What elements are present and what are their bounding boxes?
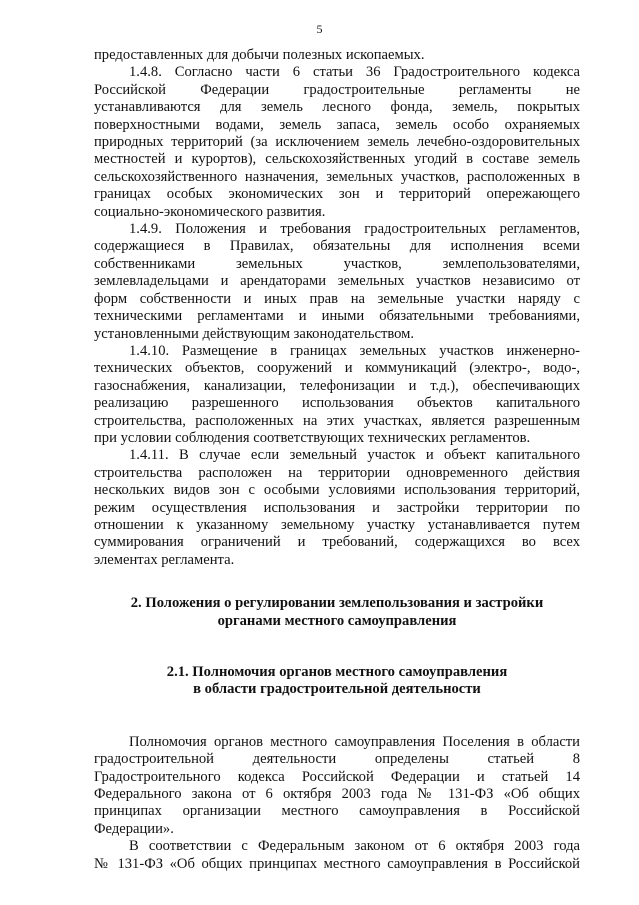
text-line: градостроительной деятельности определены статьей 8 <box>94 751 580 768</box>
text-line: устанавливаются для земель лесного фонда, земель, покрытых <box>94 99 580 116</box>
page-number: 5 <box>316 22 323 36</box>
text-line: предоставленных для добычи полезных ископаемых. <box>94 47 425 63</box>
text-line: при условии соблюдения соответствующих технических регламентов. <box>94 429 531 446</box>
text-line: установленными действующим законодательством. <box>94 325 415 342</box>
paragraph-1-4-11 <box>94 447 580 569</box>
text-line: 1.4.8. Согласно части 6 статьи 36 Градостроительного кодекса <box>129 64 580 81</box>
paragraph-powers <box>94 734 580 838</box>
text-line: № 131-ФЗ «Об общих принципах местного самоуправления в Российской <box>94 855 580 872</box>
text-line: техническими регламентами и иными обязательными требованиями, <box>94 308 580 325</box>
text-line: содержащиеся в Правилах, обязательны для исполнения всеми <box>94 238 580 255</box>
section-heading-2-1 <box>94 664 580 699</box>
text-line: 1.4.10. Размещение в границах земельных участков инженерно- <box>129 342 580 359</box>
text-line: Федерации». <box>94 820 174 837</box>
text-line: элементах регламента. <box>94 551 235 568</box>
text-line: принципах организации местного самоуправления в Российской <box>94 803 580 820</box>
text-line: В соответствии с Федеральным законом от 6 октября 2003 года <box>129 838 580 855</box>
text-line: строительства, расположенных на этих участках, является разрешенным <box>94 412 580 429</box>
text-line: режим осуществления использования и застройки территории по <box>94 499 580 516</box>
text-line: отношении к указанному земельному участку устанавливается путем <box>94 516 580 533</box>
document-body <box>94 47 580 873</box>
text-line: технических объектов, сооружений и коммуникаций (электро-, водо-, <box>94 360 580 377</box>
text-line: социально-экономического развития. <box>94 203 326 220</box>
text-line: строительства расположен на территории одновременного действия <box>94 464 580 481</box>
text-line: суммирования ограничений и требований, содержащихся во всех <box>94 534 580 551</box>
section-heading-2 <box>94 595 580 630</box>
paragraph-1-4-10 <box>94 343 580 447</box>
text-line: реализацию разрешенного использования объектов капитального <box>94 395 580 412</box>
heading-line: 2.1. Полномочия органов местного самоуправления <box>166 664 508 680</box>
text-line: 1.4.9. Положения и требования градостроительных регламентов, <box>129 221 580 238</box>
text-line: природных территорий (за исключением земель лечебно-оздоровительных <box>94 134 580 151</box>
text-line: Федерального закона от 6 октября 2003 года № 131-ФЗ «Об общих <box>94 786 580 803</box>
text-line: 1.4.11. В случае если земельный участок и объект капитального <box>129 447 580 464</box>
heading-line: 2. Положения о регулировании землепользования и застройки <box>130 595 544 612</box>
paragraph-intro <box>94 47 580 64</box>
text-line: сельскохозяйственного назначения, земельных участков, расположенных в <box>94 168 580 185</box>
text-line: Градостроительного кодекса Российской Федерации и статьей 14 <box>94 768 580 785</box>
heading-line: органами местного самоуправления <box>217 612 457 629</box>
text-line: местностей и курортов), сельскохозяйственных угодий в составе земель <box>94 151 580 168</box>
text-line: газоснабжения, канализации, телефонизации и т.д.), обеспечивающих <box>94 377 580 394</box>
text-line: землевладельцами и арендаторами земельных участков независимо от <box>94 273 580 290</box>
paragraph-1-4-9 <box>94 221 580 343</box>
paragraph-1-4-8 <box>94 64 580 221</box>
text-line: нескольких видов зон с особыми условиями использования территорий, <box>94 482 580 499</box>
text-line: поверхностными водами, земель запаса, земель особо охраняемых <box>94 116 580 133</box>
heading-line: в области градостроительной деятельности <box>193 681 481 698</box>
text-line: форм собственности и иных прав на земельные участки наряду с <box>94 290 580 307</box>
text-line: границах особых экономических зон и территорий опережающего <box>94 186 580 203</box>
text-line: Полномочия органов местного самоуправления Поселения в области <box>129 733 580 750</box>
text-line: Российской Федерации градостроительные регламенты не <box>94 81 580 98</box>
text-line: собственниками земельных участков, землепользователями, <box>94 255 580 272</box>
paragraph-accordance <box>94 838 580 873</box>
